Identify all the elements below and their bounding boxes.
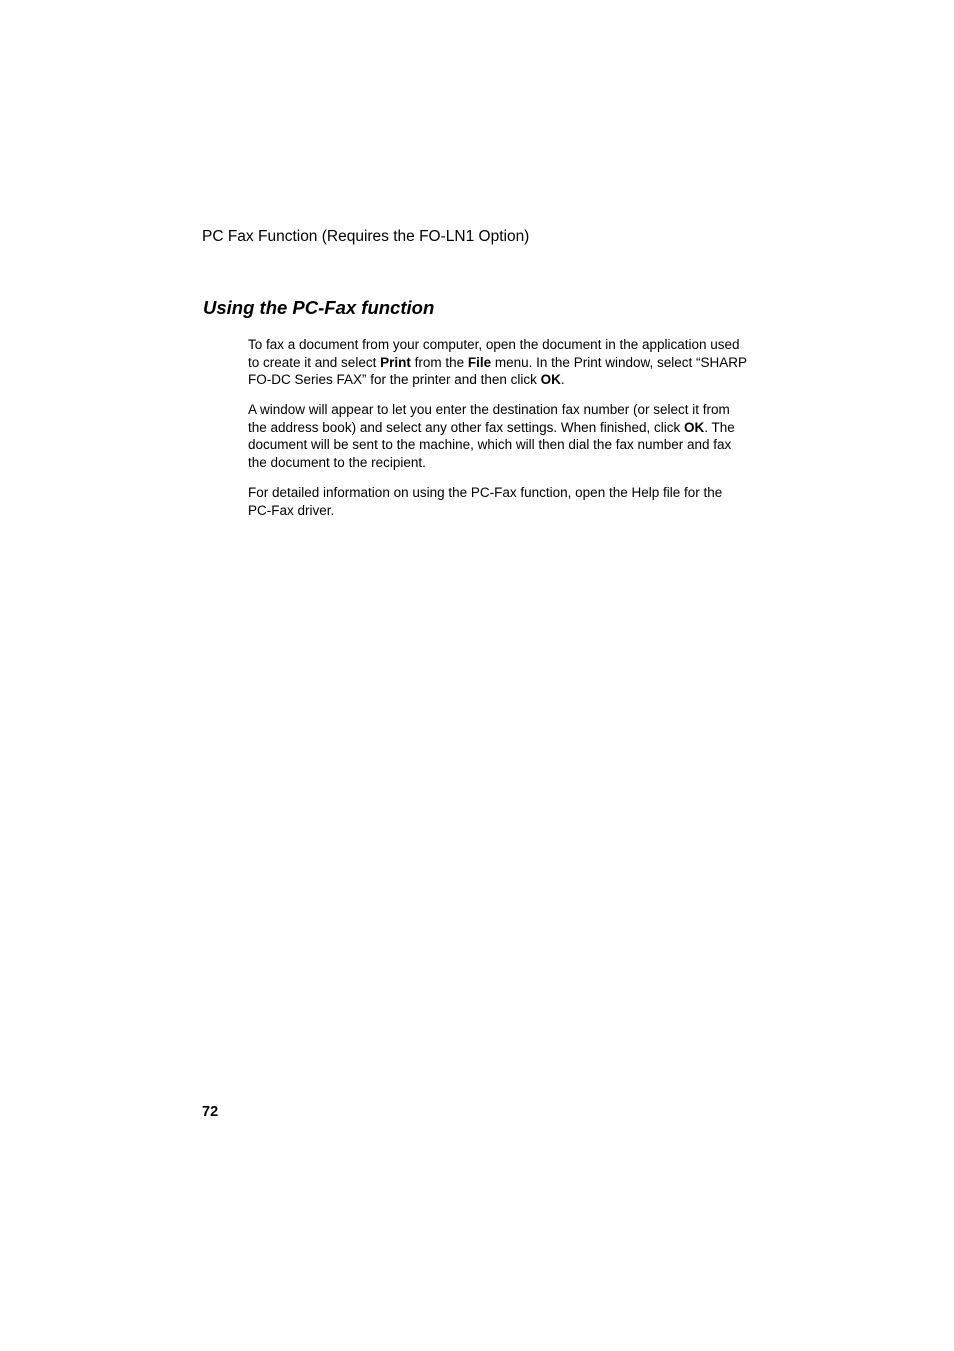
paragraph-print-instructions — [248, 336, 748, 389]
paragraph-fax-window — [248, 401, 748, 471]
running-header: PC Fax Function (Requires the FO-LN1 Option) — [202, 228, 530, 245]
file-menu-label: File — [467, 354, 492, 370]
section-heading: Using the PC-Fax function — [203, 297, 435, 318]
text-run: menu. In the Print window, select “SHARP FO-DC Series FAX” for the printer and then click — [248, 354, 747, 388]
page-number: 72 — [202, 1104, 219, 1120]
text-run: . — [560, 372, 565, 388]
text-run: To fax a document from your computer, open the document in the application used to create it and select — [248, 337, 740, 370]
text-run: . The document will be sent to the machine, which will then dial the fax number and fax the document to the recipient. — [248, 419, 735, 471]
section-body — [248, 336, 748, 532]
print-command-label: Print — [380, 354, 411, 370]
paragraph-help-reference: For detailed information on using the PC-Fax function, open the Help file for the PC-Fax driver. — [248, 485, 723, 518]
text-run: A window will appear to let you enter the destination fax number (or select it from the address book) and select any other fax settings. When finished, click — [248, 402, 730, 435]
ok-label: OK — [683, 419, 705, 435]
text-run: from the — [410, 354, 468, 370]
ok-label: OK — [540, 372, 561, 388]
